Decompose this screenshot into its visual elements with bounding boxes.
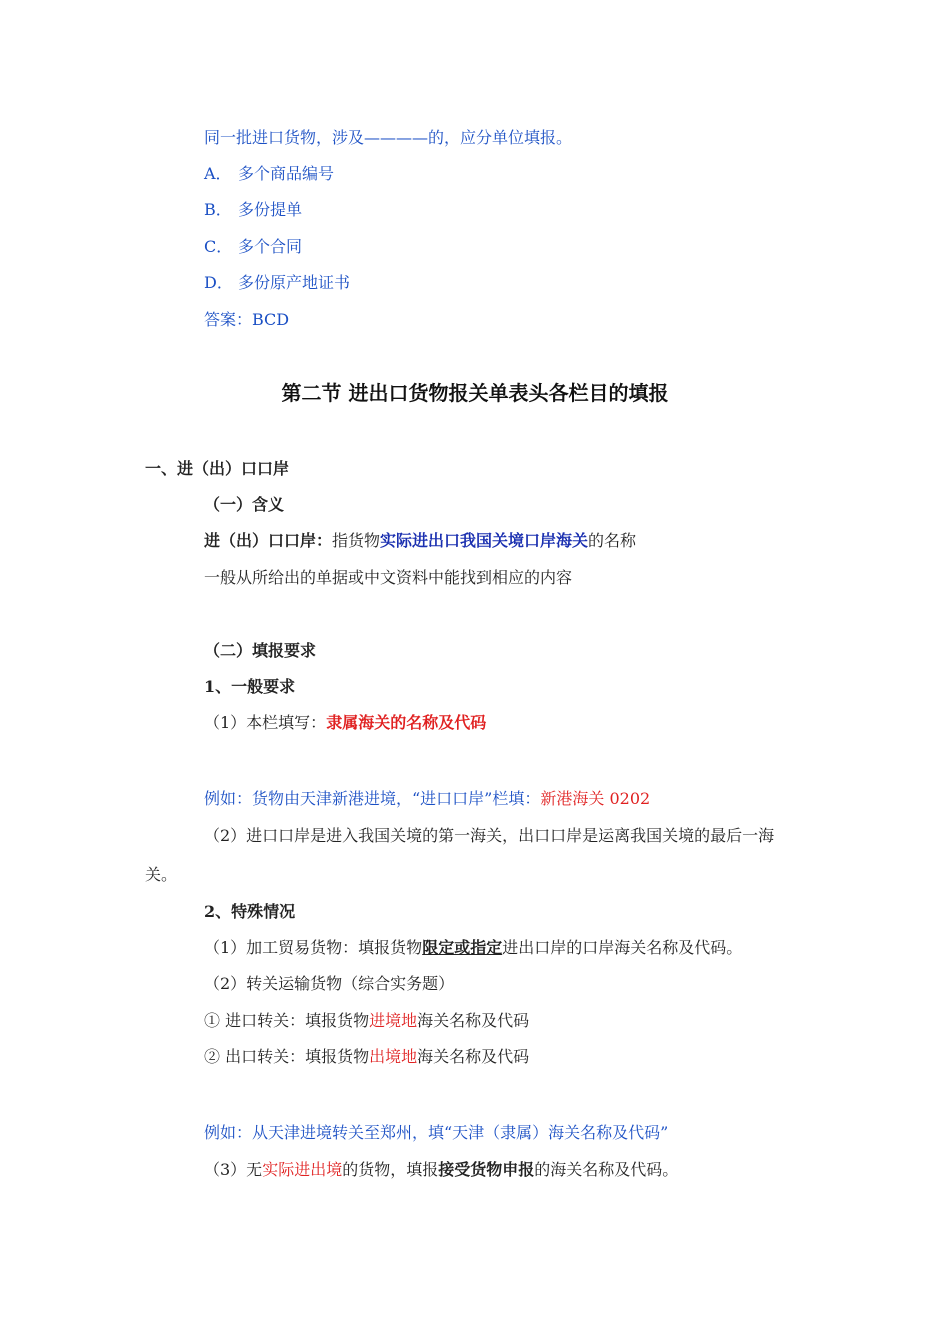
general-item2-continued: 关。 xyxy=(145,865,178,884)
question-stem: 同一批进口货物，涉及————的，应分单位填报。 xyxy=(204,128,573,147)
option-c: C． 多个合同 xyxy=(204,237,303,256)
special-example: 例如：从天津进境转关至郑州，填“天津（隶属）海关名称及代码” xyxy=(204,1123,669,1142)
general-heading: 1、一般要求 xyxy=(204,677,296,696)
general-item1: （1）本栏填写：隶属海关的名称及代码 xyxy=(204,713,487,732)
sub2-heading: （二）填报要求 xyxy=(204,641,317,660)
special-heading: 2、特殊情况 xyxy=(204,902,296,921)
option-d: D． 多份原产地证书 xyxy=(204,273,351,292)
part1-heading: 一、进（出）口口岸 xyxy=(145,459,290,478)
answer-line: 答案：BCD xyxy=(204,310,290,329)
definition-line: 进（出）口口岸：指货物实际进出口我国关境口岸海关的名称 xyxy=(204,531,637,550)
special-item1: （1）加工贸易货物：填报货物限定或指定进出口岸的口岸海关名称及代码。 xyxy=(204,938,743,957)
special-item2: （2）转关运输货物（综合实务题） xyxy=(204,974,455,993)
special-item2a: ① 进口转关：填报货物进境地海关名称及代码 xyxy=(204,1011,530,1030)
definition-note: 一般从所给出的单据或中文资料中能找到相应的内容 xyxy=(204,568,573,587)
general-example: 例如：货物由天津新港进境，“进口口岸”栏填：新港海关 0202 xyxy=(204,789,651,808)
section-title: 第二节 进出口货物报关单表头各栏目的填报 xyxy=(281,381,669,405)
option-a: A． 多个商品编号 xyxy=(204,164,335,183)
option-b: B． 多份提单 xyxy=(204,200,303,219)
general-item2: （2）进口口岸是进入我国关境的第一海关，出口口岸是运离我国关境的最后一海 xyxy=(204,826,775,845)
sub1-heading: （一）含义 xyxy=(204,495,285,514)
special-item3: （3）无实际进出境的货物，填报接受货物申报的海关名称及代码。 xyxy=(204,1160,679,1179)
special-item2b: ② 出口转关：填报货物出境地海关名称及代码 xyxy=(204,1047,530,1066)
